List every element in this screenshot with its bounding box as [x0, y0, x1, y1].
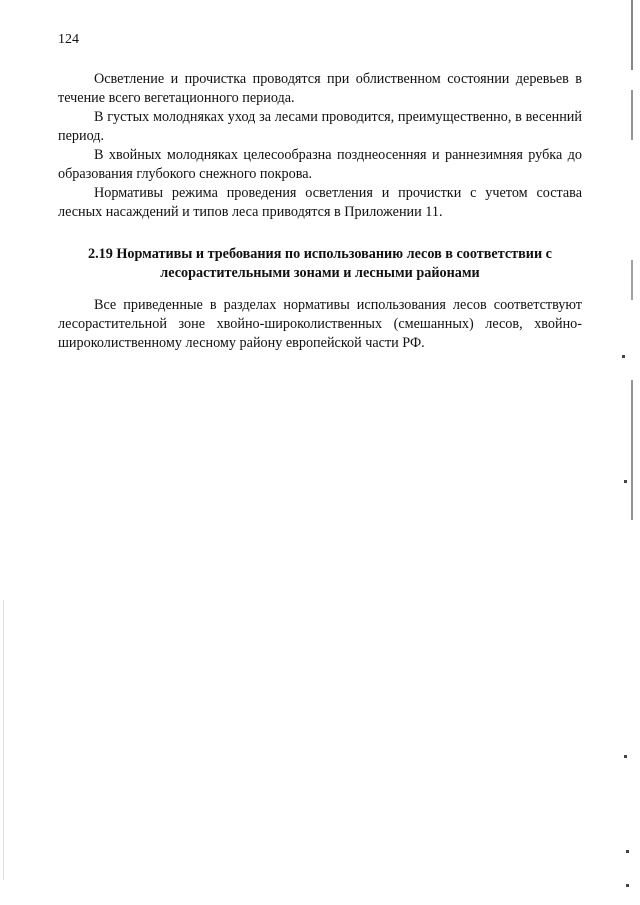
- scan-edge-mark: [624, 480, 627, 483]
- paragraph: В густых молодняках уход за лесами проводится, преимущественно, в весенний период.: [58, 109, 582, 144]
- paragraph: Осветление и прочистка проводятся при облиственном состоянии деревьев в течение всего вегетационного периода.: [58, 71, 582, 106]
- section-heading: 2.19 Нормативы и требования по использованию лесов в соответствии с лесорастительными зонами и лесными районами: [88, 246, 552, 281]
- scan-left-edge: [3, 600, 4, 880]
- scan-edge-mark: [626, 850, 629, 853]
- scan-edge-mark: [624, 755, 627, 758]
- body-text-bottom: [58, 296, 582, 353]
- scan-edge-mark: [626, 884, 629, 887]
- page-number: 124: [58, 32, 79, 47]
- body-text-top: [58, 70, 582, 222]
- scan-edge-line: [631, 0, 633, 905]
- scan-edge-mark: [622, 355, 625, 358]
- paragraph: В хвойных молодняках целесообразна позднеосенняя и раннезимняя рубка до образования глубокого снежного покрова.: [58, 147, 582, 182]
- paragraph: Все приведенные в разделах нормативы использования лесов соответствуют лесорастительной зоне хвойно-широколиственных (смешанных) лесов, хвойно-широколиственному лесному району европейской части РФ.: [58, 297, 582, 351]
- paragraph: Нормативы режима проведения осветления и прочистки с учетом состава лесных насаждений и типов леса приводятся в Приложении 11.: [58, 185, 582, 220]
